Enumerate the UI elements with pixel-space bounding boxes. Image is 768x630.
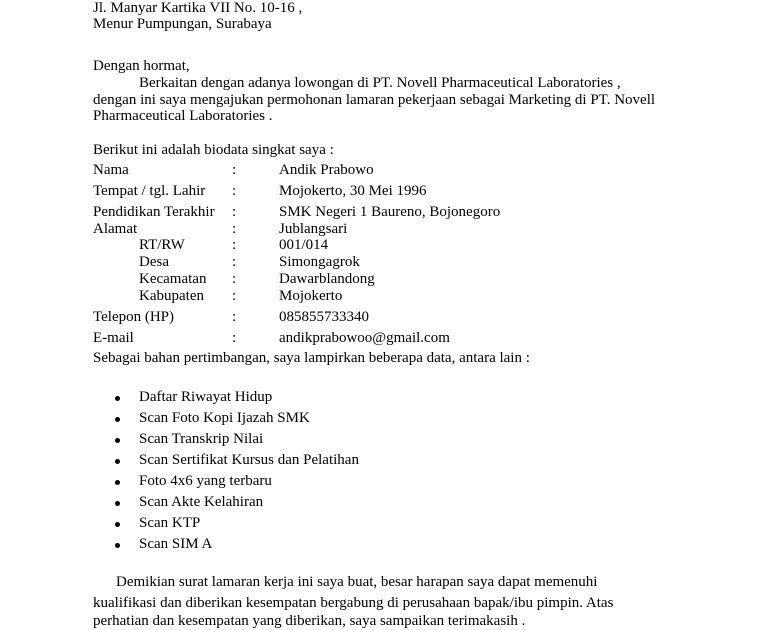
biodata-row-rtrw — [93, 237, 693, 254]
biodata-value: Andik Prabowo — [279, 162, 374, 178]
biodata-value: Mojokerto — [279, 288, 343, 304]
bullet-icon — [115, 417, 120, 422]
biodata-row-kecamatan — [93, 271, 693, 288]
list-item — [113, 410, 673, 427]
biodata-row-alamat — [93, 221, 693, 238]
biodata-label: Desa — [139, 254, 169, 270]
biodata-value: SMK Negeri 1 Baureno, Bojonegoro — [279, 204, 501, 220]
opening-line-1: Berkaitan dengan adanya lowongan di PT. Novell Pharmaceutical Laboratories , — [139, 75, 621, 91]
biodata-value: Dawarblandong — [279, 271, 375, 287]
biodata-row-pendidikan — [93, 204, 693, 221]
biodata-colon: : — [232, 237, 237, 253]
attachment-label: Scan Sertifikat Kursus dan Pelatihan — [139, 452, 359, 468]
biodata-label: Kabupaten — [139, 288, 204, 304]
biodata-label: Kecamatan — [139, 271, 207, 287]
biodata-colon: : — [232, 254, 237, 270]
bullet-icon — [115, 543, 120, 548]
biodata-colon: : — [232, 330, 237, 346]
attachment-label: Scan Transkrip Nilai — [139, 431, 264, 447]
biodata-label: Pendidikan Terakhir — [93, 204, 215, 220]
biodata-value: 001/014 — [279, 237, 329, 253]
closing-line-2: kualifikasi dan diberikan kesempatan bergabung di perusahaan bapak/ibu pimpin. Atas — [93, 595, 614, 611]
biodata-label: RT/RW — [139, 237, 185, 253]
bullet-icon — [115, 480, 120, 485]
biodata-row-kabupaten — [93, 288, 693, 305]
biodata-colon: : — [232, 183, 237, 199]
biodata-colon: : — [232, 204, 237, 220]
attachments-intro: Sebagai bahan pertimbangan, saya lampirkan beberapa data, antara lain : — [93, 350, 530, 366]
list-item — [113, 452, 673, 469]
biodata-intro: Berikut ini adalah biodata singkat saya : — [93, 142, 334, 158]
list-item — [113, 431, 673, 448]
biodata-value: 085855733340 — [279, 309, 369, 325]
list-item — [113, 473, 673, 490]
biodata-value: andikprabowoo@gmail.com — [279, 330, 450, 346]
closing-line-1: Demikian surat lamaran kerja ini saya buat, besar harapan saya dapat memenuhi — [116, 574, 598, 590]
attachment-label: Scan KTP — [139, 515, 201, 531]
biodata-colon: : — [232, 162, 237, 178]
bullet-icon — [115, 396, 120, 401]
biodata-label: Telepon (HP) — [93, 309, 175, 325]
biodata-label: Nama — [93, 162, 129, 178]
biodata-value: Jublangsari — [279, 221, 348, 237]
list-item — [113, 389, 673, 406]
biodata-row-email — [93, 330, 693, 347]
attachment-label: Scan Akte Kelahiran — [139, 494, 264, 510]
biodata-value: Simongagrok — [279, 254, 360, 270]
biodata-colon: : — [232, 288, 237, 304]
biodata-value: Mojokerto, 30 Mei 1996 — [279, 183, 427, 199]
bullet-icon — [115, 459, 120, 464]
attachment-label: Scan Foto Kopi Ijazah SMK — [139, 410, 310, 426]
biodata-colon: : — [232, 271, 237, 287]
list-item — [113, 536, 673, 553]
biodata-colon: : — [232, 309, 237, 325]
bullet-icon — [115, 438, 120, 443]
biodata-row-desa — [93, 254, 693, 271]
attachment-label: Scan SIM A — [139, 536, 213, 552]
attachment-label: Daftar Riwayat Hidup — [139, 389, 273, 405]
address-city: Menur Pumpungan, Surabaya — [93, 16, 272, 32]
biodata-label: Tempat / tgl. Lahir — [93, 183, 206, 199]
biodata-row-tempat-lahir — [93, 183, 693, 200]
list-item — [113, 515, 673, 532]
biodata-label: Alamat — [93, 221, 138, 237]
address-street: Jl. Manyar Kartika VII No. 10-16 , — [93, 0, 303, 16]
bullet-icon — [115, 522, 120, 527]
bullet-icon — [115, 501, 120, 506]
opening-line-3: Pharmaceutical Laboratories . — [93, 108, 273, 124]
list-item — [113, 494, 673, 511]
biodata-label: E-mail — [93, 330, 134, 346]
greeting: Dengan hormat, — [93, 58, 190, 74]
biodata-row-telepon — [93, 309, 693, 326]
biodata-colon: : — [232, 221, 237, 237]
opening-line-2: dengan ini saya mengajukan permohonan lamaran pekerjaan sebagai Marketing di PT. Novell — [93, 92, 656, 108]
closing-line-3: perhatian dan kesempatan yang diberikan, saya sampaikan terimakasih . — [93, 613, 526, 629]
biodata-row-nama — [93, 162, 693, 179]
attachment-label: Foto 4x6 yang terbaru — [139, 473, 272, 489]
